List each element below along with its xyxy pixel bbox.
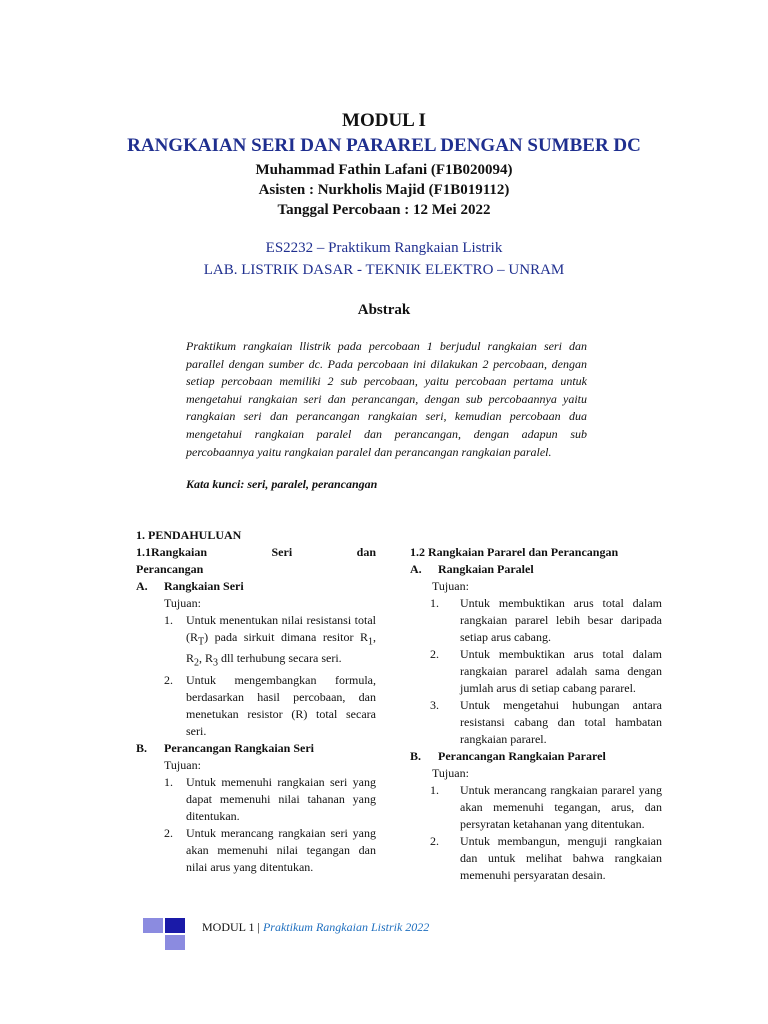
list-item bbox=[136, 612, 376, 672]
list-number: 2. bbox=[164, 672, 173, 687]
subsection-heading: 1.1Rangkaian Seri dan bbox=[136, 545, 376, 559]
list-text: Untuk merancang rangkaian pararel yang akan memenuhi tegangan, arus, dan persyratan ketahanan yang ditentukan. bbox=[460, 783, 662, 831]
right-column bbox=[410, 527, 662, 884]
footer-text bbox=[202, 920, 429, 935]
list-number: 1. bbox=[430, 783, 439, 797]
footer-square bbox=[165, 918, 185, 933]
item-heading-a bbox=[410, 561, 662, 578]
item-heading-b bbox=[410, 748, 662, 765]
list-item bbox=[136, 672, 376, 740]
subsection-heading-cont: Perancangan bbox=[136, 562, 204, 576]
item-title: Rangkaian Seri bbox=[164, 579, 244, 593]
tujuan-label: Tujuan: bbox=[432, 579, 469, 593]
list-text: Untuk memenuhi rangkaian seri yang dapat memenuhi nilai tahanan yang ditentukan. bbox=[186, 774, 376, 823]
item-letter: A. bbox=[410, 562, 422, 576]
footer-course: Praktikum Rangkaian Listrik 2022 bbox=[262, 920, 430, 934]
list-item bbox=[410, 833, 662, 884]
item-title: Perancangan Rangkaian Seri bbox=[164, 740, 315, 755]
module-title: MODUL I bbox=[342, 110, 426, 131]
list-text: Untuk merancang rangkaian seri yang akan memenuhi nilai tegangan dan nilai arus yang ditentukan. bbox=[186, 825, 376, 874]
list-number: 2. bbox=[430, 834, 439, 848]
assistant-line: Asisten : Nurkholis Majid (F1B019112) bbox=[258, 182, 510, 198]
module-subtitle: RANGKAIAN SERI DAN PARAREL DENGAN SUMBER DC bbox=[127, 135, 641, 156]
list-text: Untuk membuktikan arus total dalam rangkaian pararel adalah sama dengan jumlah arus di setiap cabang pararel. bbox=[460, 647, 662, 695]
footer-square bbox=[143, 918, 163, 933]
item-title: Perancangan Rangkaian Pararel bbox=[438, 749, 606, 763]
footer-label: MODUL 1 | bbox=[202, 920, 263, 934]
list-text: Untuk membuktikan arus total dalam rangkaian pararel lebih besar daripada setiap arus cabang. bbox=[460, 596, 662, 644]
item-heading-b bbox=[136, 740, 376, 757]
list-number: 3. bbox=[430, 698, 439, 712]
footer-square bbox=[165, 935, 185, 950]
keywords: Kata kunci: seri, paralel, perancangan bbox=[186, 477, 378, 491]
list-text: Untuk mengembangkan formula, berdasarkan hasil percobaan, dan menetukan resistor (R) total secara seri. bbox=[186, 672, 376, 738]
list-number: 1. bbox=[430, 596, 439, 610]
list-item bbox=[136, 774, 376, 825]
list-item bbox=[410, 646, 662, 697]
abstract-text: Praktikum rangkaian llistrik pada percobaan 1 berjudul rangkaian seri dan parallel dengan sumber dc. Pada percobaan ini dilakukan 2 percobaan, dengan setiap percobaan memiliki 2 sub percobaan, yaitu percobaan pertama untuk mengetahui rangkaian seri dan perancangan, dengan sub percobaannya yaitu rangkaian seri dan perancangan rangkaian seri, kemudian percobaan dua mengetahui rangkaian paralel dan perancangan, dengan adapun sub percobaannya yaitu rangkaian paralel dan perancangan rangkaian paralel. bbox=[186, 339, 587, 459]
item-heading-a bbox=[136, 578, 376, 595]
subsection-heading: 1.2 Rangkaian Pararel dan Perancangan bbox=[410, 545, 619, 559]
date-line: Tanggal Percobaan : 12 Mei 2022 bbox=[277, 202, 491, 218]
list-number: 1. bbox=[164, 774, 173, 789]
course-line: ES2232 – Praktikum Rangkaian Listrik bbox=[265, 240, 503, 256]
list-item bbox=[410, 595, 662, 646]
left-column bbox=[136, 527, 376, 876]
list-item bbox=[410, 782, 662, 833]
abstract-heading: Abstrak bbox=[357, 302, 411, 318]
author-line: Muhammad Fathin Lafani (F1B020094) bbox=[255, 162, 513, 178]
item-letter: B. bbox=[410, 749, 422, 763]
list-item bbox=[136, 825, 376, 876]
list-text: Untuk membangun, menguji rangkaian dan untuk melihat bahwa rangkaian memenuhi persyaratan desain. bbox=[460, 834, 662, 882]
list-text: Untuk mengetahui hubungan antara resistansi cabang dan total hambatan rangkaian pararel. bbox=[460, 698, 662, 746]
item-letter: A. bbox=[136, 579, 148, 593]
item-title: Rangkaian Paralel bbox=[438, 562, 534, 576]
lab-line: LAB. LISTRIK DASAR - TEKNIK ELEKTRO – UNRAM bbox=[203, 262, 565, 278]
tujuan-label: Tujuan: bbox=[164, 757, 201, 772]
list-number: 1. bbox=[164, 613, 173, 627]
item-letter: B. bbox=[136, 740, 148, 755]
list-number: 2. bbox=[164, 825, 173, 840]
list-number: 2. bbox=[430, 647, 439, 661]
tujuan-label: Tujuan: bbox=[164, 596, 201, 610]
list-text: Untuk menentukan nilai resistansi total $(R_T)$ pada sirkuit dimana resitor $R_1$, $R_2$, $R_3$ dll terhubung secara seri. bbox=[186, 613, 376, 669]
tujuan-label: Tujuan: bbox=[432, 766, 469, 780]
list-item bbox=[410, 697, 662, 748]
section-heading: 1. PENDAHULUAN bbox=[136, 528, 242, 542]
